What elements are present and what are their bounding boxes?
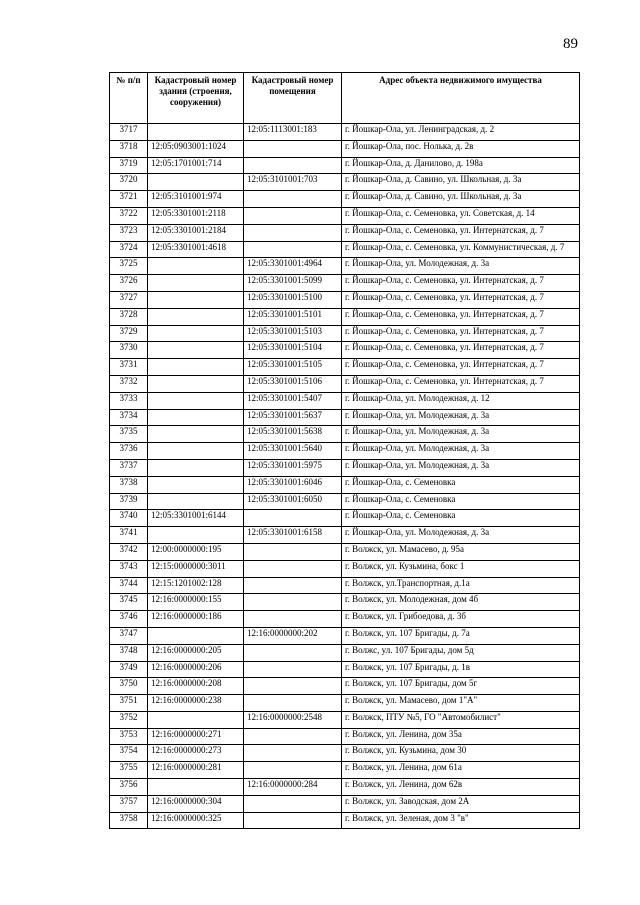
premises-cadastral-cell <box>244 191 342 208</box>
page-number: 89 <box>563 36 578 52</box>
table-row <box>110 510 580 527</box>
building-cadastral-cell: 12:16:0000000:208 <box>148 678 244 695</box>
premises-cadastral-cell: 12:05:3301001:5638 <box>244 426 342 443</box>
address-cell: г. Йошкар-Ола, ул. Ленинградская, д. 2 <box>342 124 580 141</box>
premises-cadastral-cell <box>244 812 342 829</box>
address-cell: г. Волжск, ул. Мамасево, дом 1"А" <box>342 695 580 712</box>
building-cadastral-cell <box>148 359 244 376</box>
table-row <box>110 812 580 829</box>
building-cadastral-cell <box>148 426 244 443</box>
building-cadastral-cell: 12:16:0000000:205 <box>148 644 244 661</box>
premises-cadastral-cell <box>244 678 342 695</box>
row-number: 3741 <box>110 527 148 544</box>
row-number: 3757 <box>110 795 148 812</box>
premises-cadastral-cell: 12:05:3101001:703 <box>244 174 342 191</box>
row-number: 3718 <box>110 140 148 157</box>
address-cell: г. Йошкар-Ола, с. Семеновка <box>342 476 580 493</box>
table-row <box>110 258 580 275</box>
building-cadastral-cell <box>148 443 244 460</box>
table-row <box>110 745 580 762</box>
premises-cadastral-cell: 12:05:1113001:183 <box>244 124 342 141</box>
table-row <box>110 795 580 812</box>
building-cadastral-cell <box>148 258 244 275</box>
address-cell: г. Волжск, ул. Кузьмина, бокс 1 <box>342 560 580 577</box>
premises-cadastral-cell <box>244 795 342 812</box>
building-cadastral-cell <box>148 711 244 728</box>
row-number: 3735 <box>110 426 148 443</box>
table-row <box>110 527 580 544</box>
building-cadastral-cell: 12:05:3301001:2184 <box>148 224 244 241</box>
building-cadastral-cell <box>148 459 244 476</box>
row-number: 3723 <box>110 224 148 241</box>
address-cell: г. Йошкар-Ола, с. Семеновка, ул. Интернатская, д. 7 <box>342 375 580 392</box>
premises-cadastral-cell: 12:16:0000000:2548 <box>244 711 342 728</box>
building-cadastral-cell: 12:16:0000000:273 <box>148 745 244 762</box>
row-number: 3730 <box>110 342 148 359</box>
address-cell: г. Йошкар-Ола, ул. Молодежная, д. 3а <box>342 459 580 476</box>
premises-cadastral-cell: 12:05:3301001:5975 <box>244 459 342 476</box>
address-cell: г. Йошкар-Ола, ул. Молодежная, д. 3а <box>342 527 580 544</box>
table-row <box>110 241 580 258</box>
table-row <box>110 342 580 359</box>
building-cadastral-cell: 12:16:0000000:304 <box>148 795 244 812</box>
premises-cadastral-cell: 12:05:3301001:5105 <box>244 359 342 376</box>
table-row <box>110 308 580 325</box>
building-cadastral-cell <box>148 291 244 308</box>
row-number: 3739 <box>110 493 148 510</box>
building-cadastral-cell: 12:05:3301001:4618 <box>148 241 244 258</box>
address-cell: г. Волжск, ул. Грибоедова, д. 3б <box>342 611 580 628</box>
building-cadastral-cell: 12:16:0000000:206 <box>148 661 244 678</box>
row-number: 3743 <box>110 560 148 577</box>
address-cell: г. Волжск, ул.Транспортная, д.1а <box>342 577 580 594</box>
header-number: № п/п <box>110 73 148 124</box>
building-cadastral-cell: 12:16:0000000:238 <box>148 695 244 712</box>
row-number: 3754 <box>110 745 148 762</box>
table-row <box>110 207 580 224</box>
row-number: 3732 <box>110 375 148 392</box>
address-cell: г. Волжск, ул. 107 Бригады, дом 5г <box>342 678 580 695</box>
row-number: 3725 <box>110 258 148 275</box>
table-row <box>110 325 580 342</box>
premises-cadastral-cell <box>244 543 342 560</box>
premises-cadastral-cell <box>244 762 342 779</box>
row-number: 3727 <box>110 291 148 308</box>
address-cell: г. Йошкар-Ола, с. Семеновка, ул. Интернатская, д. 7 <box>342 291 580 308</box>
row-number: 3738 <box>110 476 148 493</box>
premises-cadastral-cell: 12:05:3301001:5637 <box>244 409 342 426</box>
row-number: 3724 <box>110 241 148 258</box>
building-cadastral-cell: 12:05:3301001:2118 <box>148 207 244 224</box>
row-number: 3717 <box>110 124 148 141</box>
row-number: 3744 <box>110 577 148 594</box>
premises-cadastral-cell <box>244 695 342 712</box>
row-number: 3749 <box>110 661 148 678</box>
building-cadastral-cell <box>148 409 244 426</box>
address-cell: г. Йошкар-Ола, с. Семеновка, ул. Интернатская, д. 7 <box>342 359 580 376</box>
address-cell: г. Волжск, ул. 107 Бригады, д. 7а <box>342 627 580 644</box>
building-cadastral-cell: 12:16:0000000:281 <box>148 762 244 779</box>
premises-cadastral-cell <box>244 577 342 594</box>
address-cell: г. Йошкар-Ола, ул. Молодежная, д. 3а <box>342 258 580 275</box>
table-row <box>110 611 580 628</box>
table-row <box>110 779 580 796</box>
table-row <box>110 661 580 678</box>
premises-cadastral-cell <box>244 728 342 745</box>
premises-cadastral-cell <box>244 157 342 174</box>
building-cadastral-cell <box>148 627 244 644</box>
address-cell: г. Йошкар-Ола, пос. Нолька, д. 2в <box>342 140 580 157</box>
address-cell: г. Йошкар-Ола, с. Семеновка, ул. Интернатская, д. 7 <box>342 342 580 359</box>
address-cell: г. Йошкар-Ола, д. Савино, ул. Школьная, д. 3а <box>342 174 580 191</box>
premises-cadastral-cell: 12:05:3301001:6050 <box>244 493 342 510</box>
premises-cadastral-cell: 12:16:0000000:202 <box>244 627 342 644</box>
table-row <box>110 392 580 409</box>
building-cadastral-cell: 12:05:0903001:1024 <box>148 140 244 157</box>
building-cadastral-cell <box>148 124 244 141</box>
table-row <box>110 291 580 308</box>
address-cell: г. Волжс, ул. 107 Бригады, дом 5д <box>342 644 580 661</box>
building-cadastral-cell <box>148 493 244 510</box>
table-row <box>110 174 580 191</box>
premises-cadastral-cell <box>244 140 342 157</box>
premises-cadastral-cell <box>244 241 342 258</box>
building-cadastral-cell: 12:05:1701001:714 <box>148 157 244 174</box>
premises-cadastral-cell: 12:05:3301001:5640 <box>244 443 342 460</box>
premises-cadastral-cell: 12:05:3301001:5407 <box>244 392 342 409</box>
building-cadastral-cell <box>148 779 244 796</box>
address-cell: г. Йошкар-Ола, с. Семеновка, ул. Коммунистическая, д. 7 <box>342 241 580 258</box>
row-number: 3752 <box>110 711 148 728</box>
address-cell: г. Волжск, ул. Ленина, дом 62в <box>342 779 580 796</box>
row-number: 3745 <box>110 594 148 611</box>
table-row <box>110 644 580 661</box>
table-row <box>110 560 580 577</box>
building-cadastral-cell <box>148 527 244 544</box>
property-registry-table <box>109 72 580 829</box>
building-cadastral-cell: 12:16:0000000:325 <box>148 812 244 829</box>
row-number: 3746 <box>110 611 148 628</box>
address-cell: г. Волжск, ПТУ №5, ГО "Автомобилист" <box>342 711 580 728</box>
table-row <box>110 375 580 392</box>
row-number: 3747 <box>110 627 148 644</box>
building-cadastral-cell: 12:16:0000000:186 <box>148 611 244 628</box>
premises-cadastral-cell <box>244 661 342 678</box>
table-row <box>110 124 580 141</box>
premises-cadastral-cell: 12:05:3301001:5099 <box>244 275 342 292</box>
address-cell: г. Йошкар-Ола, ул. Молодежная, д. 3а <box>342 426 580 443</box>
premises-cadastral-cell <box>244 745 342 762</box>
row-number: 3733 <box>110 392 148 409</box>
premises-cadastral-cell: 12:05:3301001:6046 <box>244 476 342 493</box>
table-row <box>110 695 580 712</box>
premises-cadastral-cell: 12:05:3301001:5106 <box>244 375 342 392</box>
row-number: 3728 <box>110 308 148 325</box>
header-building-cadastral: Кадастровый номер здания (строения, сооружения) <box>148 73 244 124</box>
address-cell: г. Волжск, ул. Мамасево, д. 95а <box>342 543 580 560</box>
building-cadastral-cell: 12:15:1201002:128 <box>148 577 244 594</box>
table-row <box>110 627 580 644</box>
row-number: 3748 <box>110 644 148 661</box>
address-cell: г. Йошкар-Ола, д. Данилово, д. 198а <box>342 157 580 174</box>
table-row <box>110 224 580 241</box>
building-cadastral-cell <box>148 392 244 409</box>
premises-cadastral-cell: 12:05:3301001:5101 <box>244 308 342 325</box>
row-number: 3736 <box>110 443 148 460</box>
table-header-row <box>110 73 580 124</box>
address-cell: г. Волжск, ул. Заводская, дом 2А <box>342 795 580 812</box>
address-cell: г. Волжск, ул. Ленина, дом 61а <box>342 762 580 779</box>
address-cell: г. Йошкар-Ола, ул. Молодежная, д. 3а <box>342 409 580 426</box>
building-cadastral-cell: 12:15:0000000:3011 <box>148 560 244 577</box>
row-number: 3734 <box>110 409 148 426</box>
premises-cadastral-cell: 12:16:0000000:284 <box>244 779 342 796</box>
row-number: 3720 <box>110 174 148 191</box>
table-row <box>110 409 580 426</box>
address-cell: г. Йошкар-Ола, с. Семеновка, ул. Интернатская, д. 7 <box>342 275 580 292</box>
premises-cadastral-cell <box>244 560 342 577</box>
row-number: 3758 <box>110 812 148 829</box>
table-body <box>110 124 580 829</box>
premises-cadastral-cell <box>244 207 342 224</box>
building-cadastral-cell <box>148 325 244 342</box>
building-cadastral-cell: 12:00:0000000:195 <box>148 543 244 560</box>
premises-cadastral-cell <box>244 224 342 241</box>
table-row <box>110 275 580 292</box>
building-cadastral-cell <box>148 375 244 392</box>
premises-cadastral-cell <box>244 594 342 611</box>
row-number: 3731 <box>110 359 148 376</box>
table-row <box>110 476 580 493</box>
address-cell: г. Йошкар-Ола, с. Семеновка <box>342 493 580 510</box>
row-number: 3751 <box>110 695 148 712</box>
row-number: 3737 <box>110 459 148 476</box>
address-cell: г. Волжск, ул. 107 Бригады, д. 1в <box>342 661 580 678</box>
row-number: 3756 <box>110 779 148 796</box>
table-row <box>110 157 580 174</box>
table-row <box>110 140 580 157</box>
row-number: 3750 <box>110 678 148 695</box>
premises-cadastral-cell: 12:05:3301001:6158 <box>244 527 342 544</box>
header-premises-cadastral: Кадастровый номер помещения <box>244 73 342 124</box>
table-row <box>110 762 580 779</box>
table-row <box>110 711 580 728</box>
header-address: Адрес объекта недвижимого имущества <box>342 73 580 124</box>
premises-cadastral-cell: 12:05:3301001:5100 <box>244 291 342 308</box>
row-number: 3722 <box>110 207 148 224</box>
row-number: 3729 <box>110 325 148 342</box>
building-cadastral-cell: 12:05:3101001:974 <box>148 191 244 208</box>
building-cadastral-cell: 12:05:3301001:6144 <box>148 510 244 527</box>
premises-cadastral-cell <box>244 644 342 661</box>
address-cell: г. Йошкар-Ола, д. Савино, ул. Школьная, д. 3а <box>342 191 580 208</box>
address-cell: г. Йошкар-Ола, с. Семеновка <box>342 510 580 527</box>
row-number: 3753 <box>110 728 148 745</box>
building-cadastral-cell: 12:16:0000000:271 <box>148 728 244 745</box>
table-row <box>110 191 580 208</box>
building-cadastral-cell <box>148 342 244 359</box>
address-cell: г. Йошкар-Ола, с. Семеновка, ул. Советская, д. 14 <box>342 207 580 224</box>
address-cell: г. Йошкар-Ола, с. Семеновка, ул. Интернатская, д. 7 <box>342 224 580 241</box>
address-cell: г. Волжск, ул. Молодежная, дом 4б <box>342 594 580 611</box>
premises-cadastral-cell: 12:05:3301001:5104 <box>244 342 342 359</box>
building-cadastral-cell: 12:16:0000000:155 <box>148 594 244 611</box>
row-number: 3721 <box>110 191 148 208</box>
building-cadastral-cell <box>148 476 244 493</box>
address-cell: г. Йошкар-Ола, ул. Молодежная, д. 12 <box>342 392 580 409</box>
table-row <box>110 426 580 443</box>
row-number: 3719 <box>110 157 148 174</box>
address-cell: г. Волжск, ул. Зеленая, дом 3 "в" <box>342 812 580 829</box>
table-row <box>110 359 580 376</box>
address-cell: г. Волжск, ул. Кузьмина, дом 30 <box>342 745 580 762</box>
row-number: 3755 <box>110 762 148 779</box>
building-cadastral-cell <box>148 174 244 191</box>
premises-cadastral-cell: 12:05:3301001:5103 <box>244 325 342 342</box>
address-cell: г. Волжск, ул. Ленина, дом 35а <box>342 728 580 745</box>
table-row <box>110 543 580 560</box>
table-row <box>110 577 580 594</box>
row-number: 3740 <box>110 510 148 527</box>
premises-cadastral-cell: 12:05:3301001:4964 <box>244 258 342 275</box>
address-cell: г. Йошкар-Ола, с. Семеновка, ул. Интернатская, д. 7 <box>342 325 580 342</box>
premises-cadastral-cell <box>244 611 342 628</box>
table-row <box>110 678 580 695</box>
address-cell: г. Йошкар-Ола, с. Семеновка, ул. Интернатская, д. 7 <box>342 308 580 325</box>
table-row <box>110 728 580 745</box>
table-row <box>110 443 580 460</box>
row-number: 3726 <box>110 275 148 292</box>
address-cell: г. Йошкар-Ола, ул. Молодежная, д. 3а <box>342 443 580 460</box>
building-cadastral-cell <box>148 275 244 292</box>
row-number: 3742 <box>110 543 148 560</box>
table-row <box>110 594 580 611</box>
table-row <box>110 459 580 476</box>
table-row <box>110 493 580 510</box>
premises-cadastral-cell <box>244 510 342 527</box>
building-cadastral-cell <box>148 308 244 325</box>
